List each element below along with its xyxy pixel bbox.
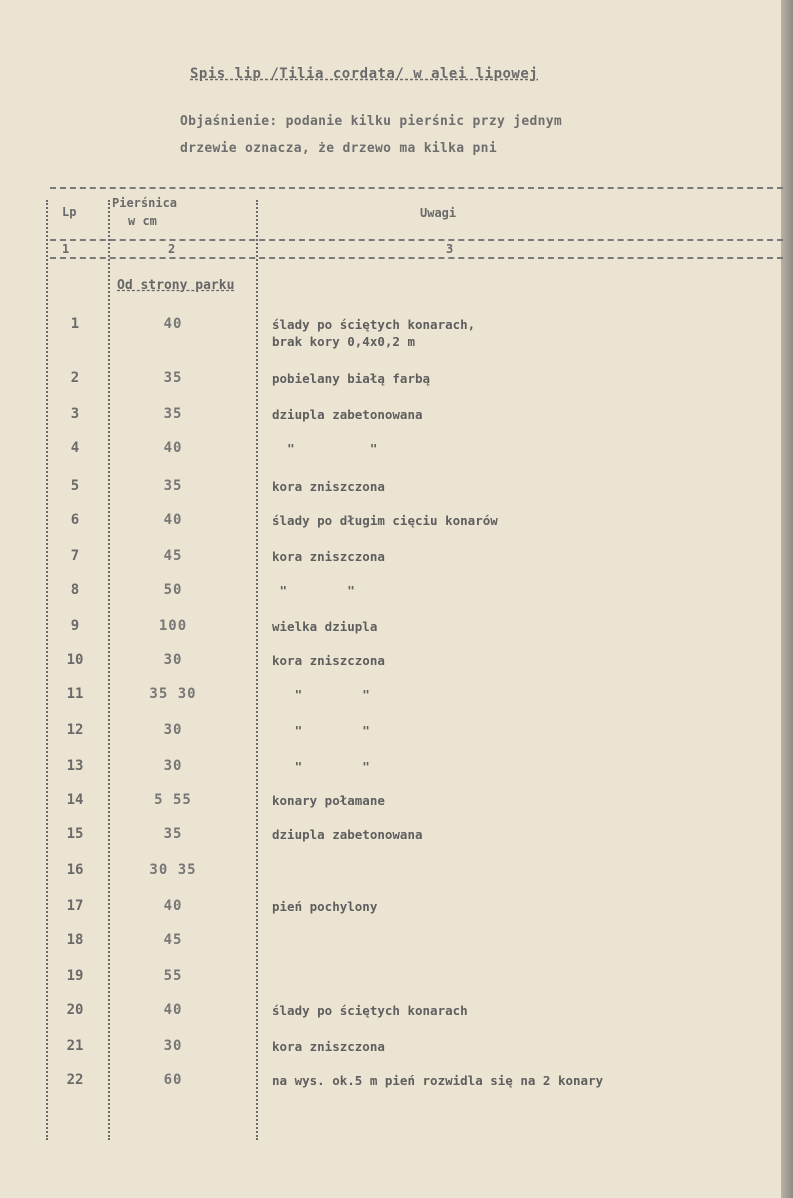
- table-row: [0, 512, 780, 546]
- table-row: [0, 686, 780, 720]
- row-number: 20: [66, 1002, 84, 1018]
- column-numbers-rule: [50, 257, 783, 259]
- table-row: [0, 898, 780, 932]
- table-row: [0, 548, 780, 582]
- row-number: 11: [66, 686, 84, 702]
- row-uwagi: pień pochylony: [272, 899, 378, 914]
- row-piersnica: 35: [163, 370, 183, 386]
- row-uwagi: dziupla zabetonowana: [272, 827, 423, 842]
- row-uwagi: wielka dziupla: [272, 619, 378, 634]
- row-number: 2: [70, 370, 80, 386]
- row-uwagi: " ": [272, 759, 370, 774]
- table-row: [0, 1038, 780, 1072]
- row-piersnica: 30: [163, 758, 183, 774]
- row-number: 1: [70, 316, 80, 332]
- row-piersnica: 30: [163, 652, 183, 668]
- row-piersnica: 30: [163, 1038, 183, 1054]
- header-rule: [50, 239, 783, 241]
- table-row: [0, 722, 780, 756]
- row-uwagi: ślady po ściętych konarach, brak kory 0,4x0,2 m: [272, 317, 476, 349]
- header-piersnica: Pierśnica: [112, 196, 178, 210]
- row-piersnica: 40: [163, 440, 183, 456]
- row-piersnica: 45: [163, 932, 183, 948]
- row-number: 5: [70, 478, 80, 494]
- row-piersnica: 50: [163, 582, 183, 598]
- row-piersnica: 60: [163, 1072, 183, 1088]
- row-number: 10: [66, 652, 84, 668]
- row-uwagi: " ": [272, 441, 378, 456]
- table-row: [0, 1072, 780, 1106]
- row-number: 12: [66, 722, 84, 738]
- column-number-3: 3: [446, 242, 454, 256]
- row-piersnica: 35 30: [149, 686, 197, 702]
- table-row: [0, 968, 780, 1002]
- row-uwagi: kora zniszczona: [272, 549, 385, 564]
- row-uwagi: kora zniszczona: [272, 479, 385, 494]
- table-row: [0, 932, 780, 966]
- row-piersnica: 45: [163, 548, 183, 564]
- column-number-1: 1: [62, 242, 70, 256]
- row-number: 4: [70, 440, 80, 456]
- row-number: 6: [70, 512, 80, 528]
- row-piersnica: 5 55: [154, 792, 192, 808]
- row-number: 17: [66, 898, 84, 914]
- header-piersnica-unit: w cm: [128, 214, 157, 228]
- row-number: 19: [66, 968, 84, 984]
- row-piersnica: 40: [163, 512, 183, 528]
- table-row: [0, 652, 780, 686]
- row-uwagi: kora zniszczona: [272, 1039, 385, 1054]
- row-number: 18: [66, 932, 84, 948]
- row-piersnica: 35: [163, 826, 183, 842]
- row-uwagi: " ": [272, 723, 370, 738]
- row-uwagi: ślady po długim cięciu konarów: [272, 513, 498, 528]
- row-piersnica: 30: [163, 722, 183, 738]
- table-row: [0, 478, 780, 512]
- row-piersnica: 100: [158, 618, 188, 634]
- row-uwagi: " ": [272, 583, 355, 598]
- row-number: 9: [70, 618, 80, 634]
- explanation-line-2: drzewie oznacza, że drzewo ma kilka pni: [180, 141, 497, 156]
- row-piersnica: 55: [163, 968, 183, 984]
- table-row: [0, 1002, 780, 1036]
- row-piersnica: 35: [163, 478, 183, 494]
- table-row: [0, 582, 780, 616]
- row-number: 14: [66, 792, 84, 808]
- explanation-line-1: Objaśnienie: podanie kilku pierśnic przy jednym: [180, 114, 562, 129]
- table-row: [0, 618, 780, 652]
- row-uwagi: pobielany białą farbą: [272, 371, 431, 386]
- row-piersnica: 40: [163, 316, 183, 332]
- header-uwagi: Uwagi: [420, 206, 457, 220]
- row-piersnica: 40: [163, 898, 183, 914]
- column-number-2: 2: [168, 242, 176, 256]
- table-row: [0, 316, 780, 350]
- row-number: 21: [66, 1038, 84, 1054]
- table-row: [0, 792, 780, 826]
- table-row: [0, 758, 780, 792]
- page-edge: [781, 0, 793, 1198]
- row-number: 15: [66, 826, 84, 842]
- row-number: 22: [66, 1072, 84, 1088]
- table-row: [0, 826, 780, 860]
- row-piersnica: 40: [163, 1002, 183, 1018]
- row-uwagi: kora zniszczona: [272, 653, 385, 668]
- table-row: [0, 862, 780, 896]
- row-number: 3: [70, 406, 80, 422]
- row-uwagi: na wys. ok.5 m pień rozwidla się na 2 konary: [272, 1073, 604, 1088]
- row-piersnica: 30 35: [149, 862, 197, 878]
- row-number: 7: [70, 548, 80, 564]
- table-row: [0, 406, 780, 440]
- row-uwagi: ślady po ściętych konarach: [272, 1003, 468, 1018]
- row-number: 16: [66, 862, 84, 878]
- table-top-rule: [50, 187, 783, 189]
- row-uwagi: dziupla zabetonowana: [272, 407, 423, 422]
- row-uwagi: konary połamane: [272, 793, 385, 808]
- row-number: 13: [66, 758, 84, 774]
- header-lp: Lp: [62, 205, 77, 219]
- section-label: Od strony parku: [117, 278, 235, 293]
- document-title: Spis lip /Tilia cordata/ w alei lipowej: [190, 66, 539, 82]
- table-row: [0, 440, 780, 474]
- row-number: 8: [70, 582, 80, 598]
- row-uwagi: " ": [272, 687, 370, 702]
- table-row: [0, 370, 780, 404]
- row-piersnica: 35: [163, 406, 183, 422]
